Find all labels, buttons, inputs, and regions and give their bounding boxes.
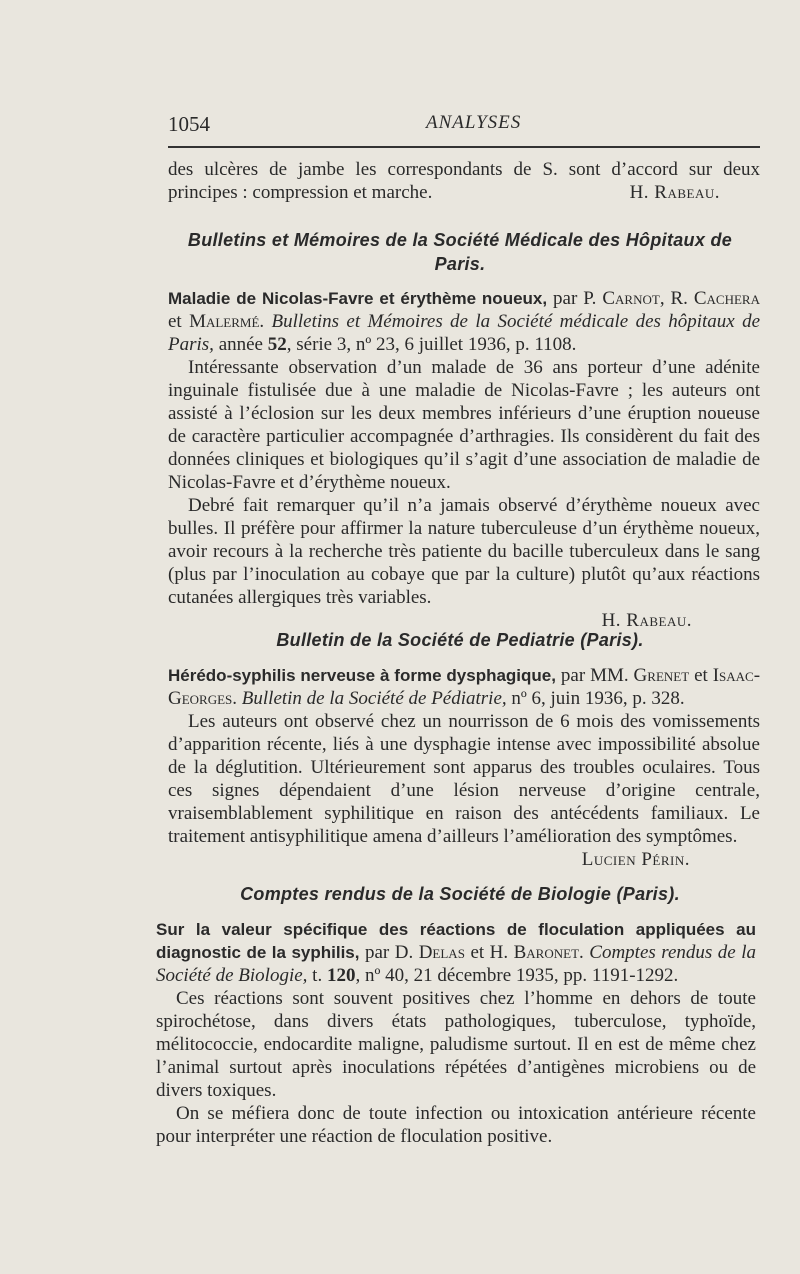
reference: , nº 40, 21 décembre 1935, pp. 1191-1292. [355,965,679,986]
body-paragraph: On se méfiera donc de toute infection ou intoxication antérieure récente pour interpréter une réaction de floculation positive. [156,1103,756,1147]
author-name: Baronet [513,942,580,963]
entry-block [168,664,760,871]
author-name: Carnot [602,288,660,309]
author-and: et [168,311,182,332]
author-name: Malermé [189,311,260,332]
body-paragraph: Ces réactions sont souvent positives chez l’homme en dehors de toute spirochétose, dans divers états pathologiques, tuberculose, typhoïde, mélitococcie, endocardite maligne, paludisme surtout. Il en est de même chez l’animal surtout après inoculations répétées d’antigènes microbiens ou de divers toxiques. [156,988,756,1101]
author-name: Isaac-Georges [168,665,761,709]
intro-block [168,158,760,204]
entry-by: par MM. [560,665,629,686]
intro-text: des ulcères de jambe les correspondants de S. sont d’accord sur deux principes : compression et marche. [168,159,760,203]
entry-title: Hérédo-syphilis nerveuse à forme dysphagique, [168,666,556,685]
section-title: Bulletin de la Société de Pediatrie (Paris). [276,630,644,650]
entry-by: par D. [364,942,414,963]
page-number: 1054 [168,112,210,136]
entry-title: Sur la valeur spécifique des réactions de floculation appliquées au diagnostic de la syphilis, [156,920,756,962]
journal-name: Bulletin de la Société de Pédiatrie, [241,688,507,709]
intro-signature: H. Rabeau. [629,182,720,203]
entry-by: par P. [553,288,597,309]
body-paragraph: Les auteurs ont observé chez un nourrisson de 6 mois des vomissements d’apparition récente, liés à une dysphagie intense avec impossibilité absolue de la déglutition. Ultérieurement sont apparus des troubles oculaires. Tous ces signes dépendaient d’une lésion nerveuse d’origine centrale, vraisemblablement syphilitique en raison des antécédents familiaux. Le traitement antisyphilitique amena d’ailleurs l’amélioration des symptômes. [168,711,760,847]
entry-header: Maladie de Nicolas-Favre et érythème noueux, par P. Carnot, R. Cachera et Malermé. Bulletins et Mémoires de la Société médicale des hôpitaux de Paris, année 52, série 3, nº 23, 6 juillet 1936, p. 1108. [168,288,761,355]
entry-block [168,287,760,632]
author-name: Cachera [693,288,760,309]
signature: Lucien Périn. [581,849,690,870]
year-prefix: année [218,334,263,355]
entry-title: Maladie de Nicolas-Favre et érythème noueux, [168,289,548,308]
page-header [168,112,758,136]
author-and: et H. [470,942,509,963]
volume-number: 52 [267,334,287,355]
author-name: Delas [418,942,465,963]
section-title: Bulletins et Mémoires de la Société Médicale des Hôpitaux de Paris. [187,230,733,274]
journal-name: Bulletins et Mémoires de la Société médicale des hôpitaux de Paris, [168,311,761,355]
signature: H. Rabeau. [601,610,692,631]
volume-prefix: t. [312,965,323,986]
entry-header: Sur la valeur spécifique des réactions de floculation appliquées au diagnostic de la syphilis, par D. Delas et H. Baronet. Comptes rendus de la Société de Biologie, t. 120, nº 40, 21 décembre 1935, pp. 1191-1292. [156,920,756,986]
header-rule [168,146,760,148]
body-paragraph: Intéressante observation d’un malade de 36 ans porteur d’une adénite inguinale fistulisée due à une maladie de Nicolas-Favre ; les auteurs ont assisté à l’éclosion sur les deux membres inférieurs d’une éruption noueuse de caractère particulier accompagnée d’arthragies. Ils considèrent du fait des données cliniques et biologiques qu’il s’agit d’une association de maladie de Nicolas-Favre et d’érythème noueux. [168,357,760,493]
author-sep: , R. [659,288,688,309]
volume-number: 120 [326,965,356,986]
reference: , série 3, nº 23, 6 juillet 1936, p. 1108. [286,334,577,355]
body-paragraph: Debré fait remarquer qu’il n’a jamais observé d’érythème noueux avec bulles. Il préfère pour affirmer la nature tuberculeuse d’un érythème noueux, avoir recours à la recherche très patiente du bacille tuberculeux dans le sang (plus par l’inoculation au cobaye que par la culture) plutôt qu’aux réactions cutanées allergiques très variables. [168,495,760,608]
entry-block [156,918,756,1148]
section-title: Comptes rendus de la Société de Biologie (Paris). [240,884,680,904]
author-and: et [694,665,708,686]
entry-header: Hérédo-syphilis nerveuse à forme dysphagique, par MM. Grenet et Isaac-Georges. Bulletin de la Société de Pédiatrie, nº 6, juin 1936, p. 328. [168,665,761,709]
running-title: ANALYSES [426,112,522,133]
journal-name: Comptes rendus de la Société de Biologie, [156,942,756,986]
author-name: Grenet [633,665,690,686]
reference: nº 6, juin 1936, p. 328. [511,688,685,709]
